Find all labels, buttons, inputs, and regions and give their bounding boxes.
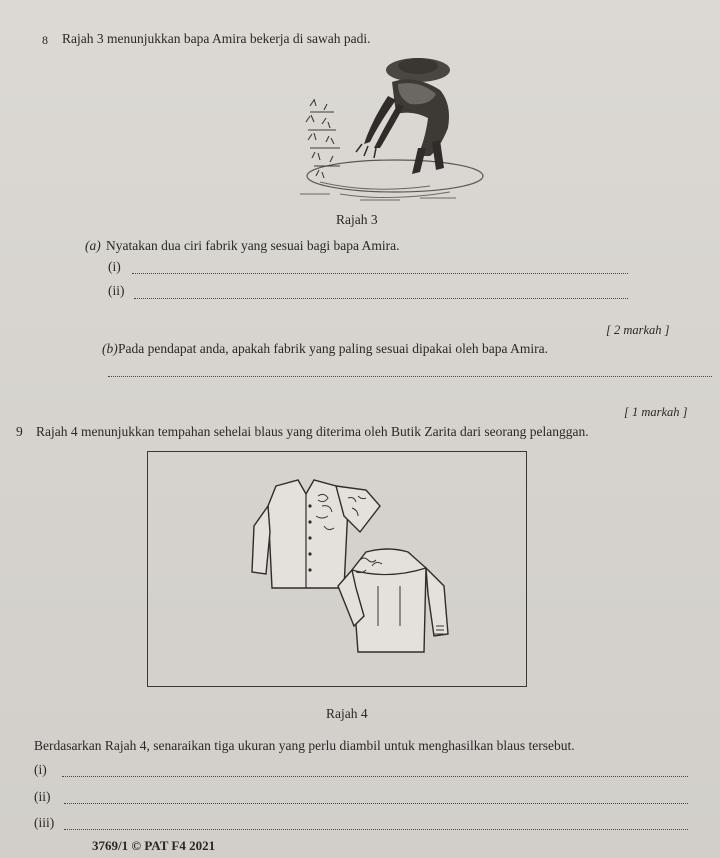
part-b-text: Pada pendapat anda, apakah fabrik yang paling sesuai dipakai oleh bapa Amira. [118, 341, 548, 356]
question-8-number: 8 [42, 33, 48, 47]
question-8-stem: Rajah 3 menunjukkan bapa Amira bekerja di sawah padi. [62, 31, 371, 46]
question-9-instruction: Berdasarkan Rajah 4, senaraikan tiga ukuran yang perlu diambil untuk menghasilkan blaus tersebut. [34, 738, 575, 753]
answer-a-ii-label: (ii) [108, 283, 125, 298]
figure-4-caption: Rajah 4 [326, 706, 368, 721]
part-a-text: Nyatakan dua ciri fabrik yang sesuai bagi bapa Amira. [106, 238, 400, 253]
part-a-label: (a) [85, 238, 101, 253]
answer-9-ii-label: (ii) [34, 789, 51, 804]
marks-b: [ 1 markah ] [624, 405, 688, 419]
part-b-label: (b) [102, 341, 118, 356]
marks-a: [ 2 markah ] [606, 323, 670, 337]
question-9-number: 9 [16, 424, 23, 439]
answer-a-ii-line[interactable] [134, 298, 628, 299]
answer-9-iii-line[interactable] [64, 829, 688, 830]
answer-9-i-label: (i) [34, 762, 47, 777]
answer-9-iii-label: (iii) [34, 815, 55, 830]
footer-code: 3769/1 © PAT F4 2021 [92, 838, 216, 853]
question-9-stem: Rajah 4 menunjukkan tempahan sehelai blaus yang diterima oleh Butik Zarita dari seorang pelanggan. [36, 424, 589, 439]
answer-a-i-line[interactable] [132, 273, 628, 274]
blouse-front-back-illustration [248, 476, 468, 656]
figure-3-caption: Rajah 3 [336, 212, 378, 227]
answer-b-line[interactable] [108, 376, 712, 377]
farmer-planting-rice-illustration [280, 44, 490, 204]
answer-a-i-label: (i) [108, 259, 121, 274]
answer-9-i-line[interactable] [62, 776, 688, 777]
answer-9-ii-line[interactable] [64, 803, 688, 804]
